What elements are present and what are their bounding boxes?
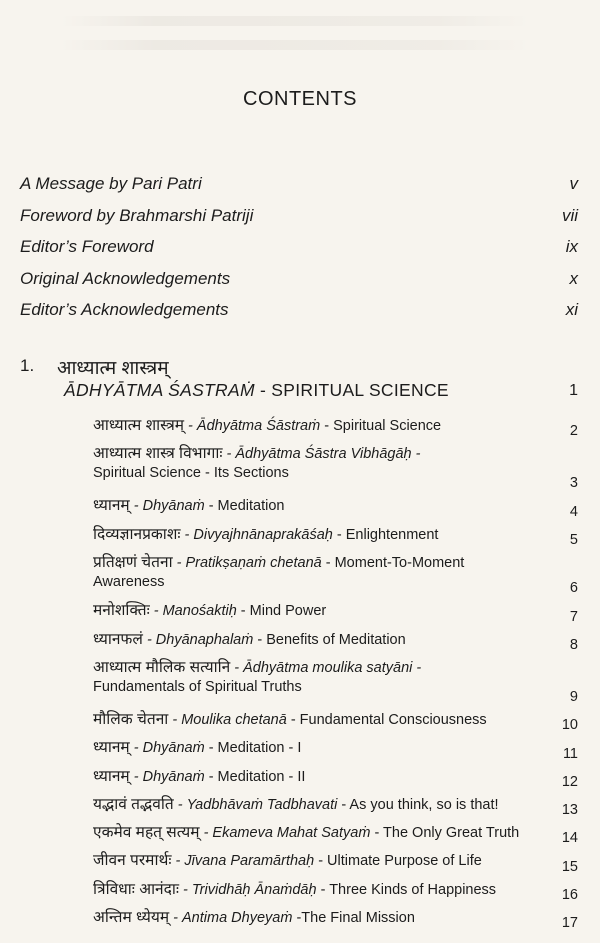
toc-entry-line	[93, 848, 578, 870]
toc-entry-sanskrit: दिव्यज्ञानप्रकाशः	[93, 525, 181, 543]
toc-entry-page: 13	[561, 802, 578, 819]
toc-entry-page: 4	[569, 503, 578, 520]
toc-entry	[93, 627, 578, 655]
toc-entry	[93, 820, 578, 848]
toc-entry-transliteration: - Antima Dhyeyaṁ	[173, 910, 293, 927]
toc-entry-transliteration: - Yadbhāvaṁ Tadbhavati	[177, 796, 338, 813]
toc-entry-transliteration: - Trividhāḥ Ānaṁdāḥ	[183, 881, 317, 898]
toc-entry-transliteration: - Divyajhnānaprakāśaḥ	[184, 526, 333, 543]
toc-entry-transliteration: - Ādhyātma Śāstra Vibhāgāḥ -	[226, 446, 421, 463]
toc-entry	[93, 655, 578, 707]
toc-entry-sanskrit: त्रिविधाः आनंदाः	[93, 880, 180, 898]
toc-entry-sanskrit: मौलिक चेतना	[93, 710, 169, 728]
toc-entry-page: 2	[569, 423, 578, 440]
toc-entry-transliteration: - Moulika chetanā	[172, 711, 287, 728]
toc-entry-english: - As you think, so is that!	[341, 796, 499, 813]
toc-entry-sanskrit: अन्तिम ध्येयम्	[93, 909, 170, 927]
toc-entry-english: - Enlightenment	[336, 526, 439, 543]
toc-entry-line	[93, 441, 578, 463]
toc-entry-line	[93, 707, 578, 729]
toc-entry-sanskrit: ध्यानफलं	[93, 630, 143, 648]
chapter-english-title: - SPIRITUAL SCIENCE	[260, 380, 449, 400]
toc-entry	[93, 735, 578, 763]
toc-entry-line	[93, 905, 578, 927]
toc-entry-line	[93, 550, 578, 572]
toc-entry-line	[93, 493, 578, 515]
toc-entry	[20, 206, 578, 238]
toc-entry-page: 12	[561, 773, 578, 790]
toc-entry-sanskrit: यद्भावं तद्भवति	[93, 795, 174, 813]
toc-entry	[93, 413, 578, 441]
toc-entry-english: - The Only Great Truth	[374, 825, 520, 842]
toc-entry-label: Editor’s Foreword	[20, 237, 154, 256]
toc-entry-sanskrit: जीवन परमार्थः	[93, 852, 172, 870]
chapter-number: 1.	[20, 356, 35, 375]
toc-entry-english-continued: Fundamentals of Spiritual Truths	[93, 678, 302, 695]
toc-entry-label: Foreword by Brahmarshi Patriji	[20, 205, 254, 225]
toc-entry	[93, 848, 578, 876]
toc-entry-transliteration: - Ādhyātma Śāstraṁ	[188, 418, 321, 434]
toc-entry-page: 17	[561, 915, 578, 932]
toc-entry-page: 5	[569, 531, 578, 548]
toc-entry-english: - Meditation - II	[208, 768, 306, 785]
front-matter-list	[20, 174, 578, 332]
toc-entry-line	[93, 764, 578, 786]
toc-entry	[93, 764, 578, 792]
toc-entry-line	[93, 735, 578, 757]
toc-entry-english: - Meditation	[208, 498, 285, 515]
toc-entry-sanskrit: प्रतिक्षणं चेतना	[93, 553, 173, 571]
toc-entry-english: - Benefits of Meditation	[257, 631, 406, 648]
toc-entry-sanskrit: मनोशक्तिः	[93, 602, 150, 620]
toc-entry-page: 3	[569, 475, 578, 492]
toc-entry-english: - Spiritual Science	[324, 418, 442, 434]
toc-entry-label: Editor’s Acknowledgements	[20, 300, 229, 319]
toc-entry	[93, 792, 578, 820]
chapter-entries	[93, 413, 578, 933]
toc-entry	[93, 598, 578, 626]
toc-entry-english: - Ultimate Purpose of Life	[318, 853, 482, 870]
toc-entry-line	[93, 877, 578, 899]
toc-entry-page: 6	[569, 580, 578, 597]
chapter-title	[64, 380, 449, 401]
toc-entry-page: v	[569, 174, 578, 193]
toc-entry	[20, 237, 578, 269]
page-title: CONTENTS	[243, 88, 357, 110]
toc-entry	[20, 174, 578, 206]
toc-entry-english: - Meditation - I	[208, 740, 302, 757]
toc-entry-label: Original Acknowledgements	[20, 268, 231, 288]
toc-entry-page: ix	[565, 237, 578, 256]
toc-entry-sanskrit: ध्यानम्	[93, 739, 130, 757]
toc-entry	[93, 905, 578, 933]
toc-entry-page: xi	[565, 300, 578, 319]
toc-entry-line	[93, 655, 578, 677]
toc-entry-page: 7	[569, 608, 578, 625]
toc-entry-english-continued: Awareness	[93, 573, 165, 590]
toc-entry	[93, 707, 578, 735]
chapter-page: 1	[569, 382, 578, 399]
toc-entry-transliteration: - Ādhyātma moulika satyāni -	[234, 659, 422, 676]
toc-entry-english: - Mind Power	[240, 603, 327, 620]
toc-entry-transliteration: - Dhyānaṁ	[133, 498, 205, 515]
toc-entry-page: 11	[562, 745, 578, 762]
toc-entry	[93, 877, 578, 905]
toc-entry-label: A Message by Pari Patri	[20, 174, 202, 193]
chapter-sanskrit-title: आध्यात्म शास्त्रम्	[57, 358, 169, 379]
toc-entry	[93, 493, 578, 521]
toc-entry	[93, 441, 578, 493]
toc-entry-sanskrit: आध्यात्म शास्त्रम्	[93, 417, 185, 434]
toc-entry	[20, 300, 578, 332]
toc-entry-english: - Three Kinds of Happiness	[320, 881, 497, 898]
toc-entry-line	[93, 413, 578, 435]
toc-entry	[93, 550, 578, 599]
toc-entry-line	[93, 792, 578, 814]
toc-entry-line	[93, 522, 578, 544]
toc-entry-page: 16	[561, 887, 578, 904]
toc-entry-line	[93, 627, 578, 649]
toc-entry-transliteration: - Dhyānaṁ	[133, 768, 205, 785]
toc-entry-page: 8	[569, 636, 578, 653]
bleed-through-line	[60, 16, 530, 26]
toc-entry-transliteration: - Pratikṣaṇaṁ chetanā	[176, 554, 322, 571]
toc-entry-sanskrit: एकमेव महत् सत्यम्	[93, 824, 200, 842]
toc-entry-transliteration: - Jīvana Paramārthaḥ	[175, 853, 315, 870]
toc-entry-transliteration: - Manośaktiḥ	[153, 603, 237, 620]
toc-entry-line	[93, 820, 578, 842]
toc-entry-page: vii	[561, 205, 578, 225]
toc-entry-transliteration: - Dhyānaṁ	[133, 740, 205, 757]
toc-entry-sanskrit: आध्यात्म मौलिक सत्यानि	[93, 658, 231, 676]
toc-entry-english: - Fundamental Consciousness	[290, 711, 487, 728]
toc-entry-page: 14	[561, 830, 578, 847]
toc-entry-sanskrit: ध्यानम्	[93, 497, 130, 515]
toc-entry-english-continued: Spiritual Science - Its Sections	[93, 465, 289, 482]
toc-entry-sanskrit: ध्यानम्	[93, 767, 130, 785]
toc-entry-line	[93, 598, 578, 620]
toc-entry-page: x	[569, 268, 578, 288]
toc-entry-sanskrit: आध्यात्म शास्त्र विभागाः	[93, 445, 223, 463]
bleed-through-line	[60, 40, 530, 50]
toc-entry-english: - Moment-To-Moment	[325, 554, 465, 571]
toc-entry-transliteration: - Dhyānaphalaṁ	[146, 631, 254, 648]
toc-entry-transliteration: - Ekameva Mahat Satyaṁ	[203, 825, 371, 842]
toc-entry	[20, 269, 578, 301]
toc-entry-page: 10	[561, 717, 578, 734]
toc-entry-page: 9	[569, 688, 578, 705]
toc-entry	[93, 522, 578, 550]
chapter-transliteration: ĀDHYĀTMA ŚASTRAṀ	[64, 380, 255, 400]
toc-entry-page: 15	[561, 858, 578, 875]
toc-entry-english: -The Final Mission	[296, 910, 415, 927]
